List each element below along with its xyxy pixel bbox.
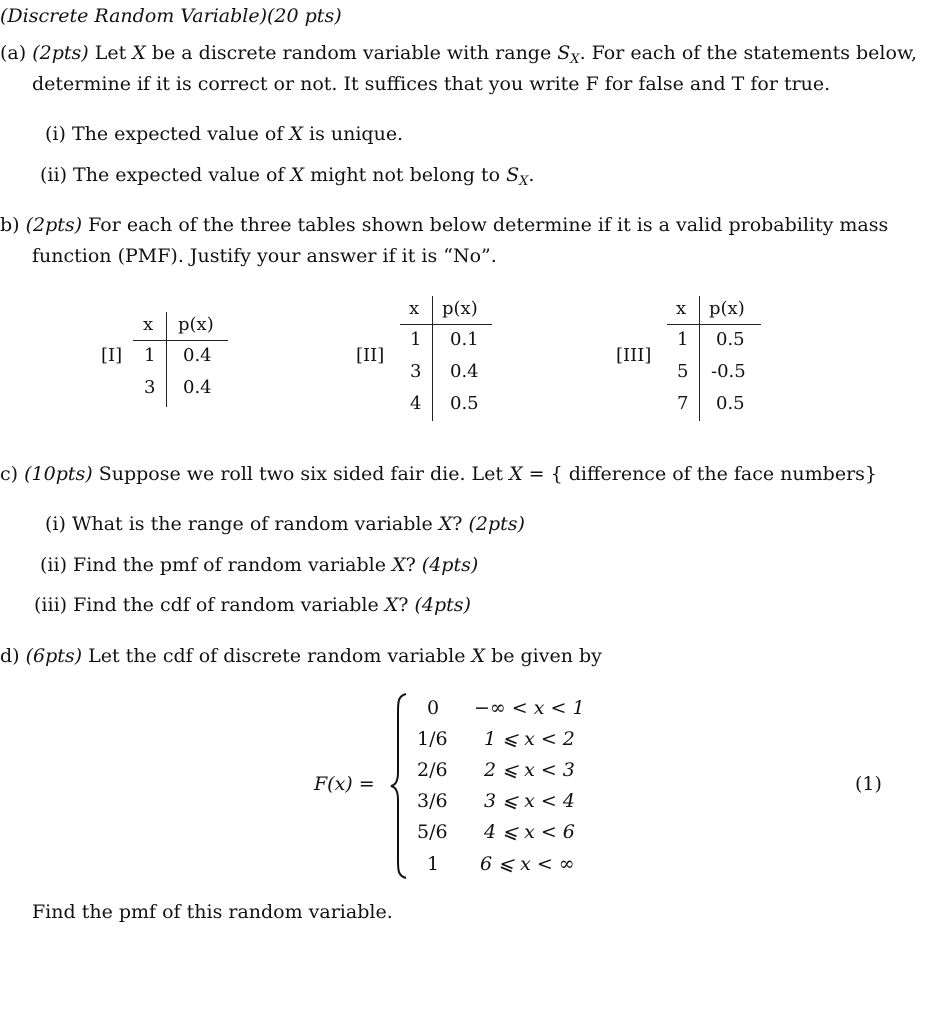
table-cell: 4 [410,393,422,414]
table-cell: 0.5 [716,329,745,350]
table-divider [699,296,700,421]
table-header-x: x [143,314,154,335]
part-a-line1: (a) (2pts) Let X be a discrete random variable with range $S_X$. For each of the statements below, [0,42,917,67]
table-divider [166,312,167,407]
cdf-value: 2/6 [417,759,448,781]
table-II-tag: [II] [356,345,385,366]
cdf-value: 5/6 [417,821,448,843]
table-header-x: x [409,298,420,319]
cdf-value: 1 [427,853,440,875]
part-d-footer: Find the pmf of this random variable. [32,901,393,923]
table-header-px: p(x) [178,314,214,335]
part-b-line1: b) (2pts) For each of the three tables shown below determine if it is a valid probability mass [0,214,889,236]
cdf-value: 1/6 [417,728,448,750]
cdf-range: 1 ⩽ x < 2 [484,728,575,750]
part-d-line1: d) (6pts) Let the cdf of discrete random variable X be given by [0,645,602,667]
table-divider [400,324,492,325]
table-cell: 0.4 [183,377,212,398]
table-cell: 1 [677,329,689,350]
table-divider [667,324,761,325]
table-III-tag: [III] [616,345,652,366]
cdf-range: 2 ⩽ x < 3 [484,759,575,781]
table-cell: 3 [410,361,422,382]
table-cell: 0.5 [450,393,479,414]
table-cell: 0.1 [450,329,479,350]
table-header-px: p(x) [709,298,745,319]
table-cell: 1 [144,345,156,366]
cdf-range: −∞ < x < 1 [474,697,585,719]
table-cell: 5 [677,361,689,382]
part-b-line2: function (PMF). Justify your answer if it is “No”. [32,245,497,267]
table-header-px: p(x) [442,298,478,319]
table-cell: 0.4 [450,361,479,382]
table-cell: 0.5 [716,393,745,414]
part-a-item-ii: (ii) The expected value of X might not belong to $S_X$. [40,164,535,189]
cdf-range: 6 ⩽ x < ∞ [480,853,575,875]
part-c-item-i: (i) What is the range of random variable X? (2pts) [45,513,525,535]
part-a-line2: determine if it is correct or not. It suffices that you write F for false and T for true. [32,73,831,95]
table-cell: 1 [410,329,422,350]
table-header-x: x [676,298,687,319]
table-I-tag: [I] [101,345,123,366]
cdf-value: 3/6 [417,790,448,812]
part-c-item-iii: (iii) Find the cdf of random variable X? (4pts) [34,594,471,616]
problem-title: (Discrete Random Variable)(20 pts) [0,5,342,27]
table-divider [432,296,433,421]
part-a-item-i: (i) The expected value of X is unique. [45,123,404,145]
table-cell: 3 [144,377,156,398]
cdf-range: 3 ⩽ x < 4 [484,790,575,812]
cdf-lhs: F(x) = [314,773,375,795]
table-cell: 7 [677,393,689,414]
part-c-line1: c) (10pts) Suppose we roll two six sided fair die. Let X = { difference of the face numbers} [0,463,877,485]
part-c-item-ii: (ii) Find the pmf of random variable X? (4pts) [40,554,479,576]
cdf-range: 4 ⩽ x < 6 [484,821,575,843]
table-cell: 0.4 [183,345,212,366]
cdf-value: 0 [427,697,440,719]
table-cell: -0.5 [711,361,746,382]
equation-number: (1) [855,773,882,795]
table-divider [133,340,228,341]
left-brace-icon [390,692,412,880]
